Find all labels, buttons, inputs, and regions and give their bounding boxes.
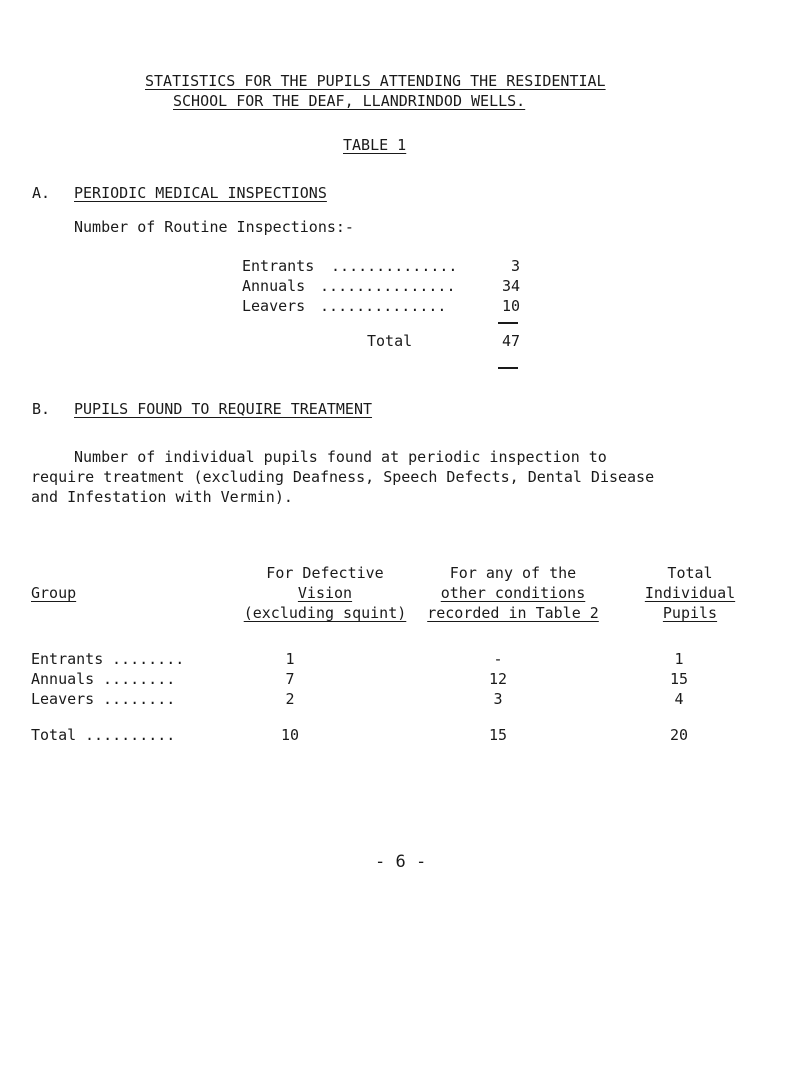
table-total-dots: ..........	[76, 726, 176, 744]
table-row-annuals-vision: 7	[285, 670, 295, 688]
inspection-row-leavers-label: Leavers	[242, 297, 306, 315]
table-row-entrants-other: -	[493, 650, 503, 668]
inspection-row-entrants-value: 3	[510, 257, 520, 275]
section-b-heading: PUPILS FOUND TO REQUIRE TREATMENT	[74, 400, 373, 418]
section-a-intro: Number of Routine Inspections:-	[74, 218, 354, 236]
table-row-annuals-dots: ........	[94, 670, 176, 688]
column-header-total-line-2: Individual	[644, 584, 736, 602]
inspection-row-leavers-dots: ..............	[311, 297, 447, 315]
column-header-vision-line-1: For Defective	[266, 564, 384, 582]
inspection-row-annuals-dots: ...............	[311, 277, 456, 295]
table-row-leavers-group: Leavers	[31, 690, 95, 708]
table-row-annuals-group: Annuals	[31, 670, 95, 688]
section-b-marker: B.	[32, 400, 51, 418]
column-header-total-line-1: Total	[667, 564, 713, 582]
table-row-annuals-total: 15	[669, 670, 689, 688]
inspection-total-value: 47	[501, 332, 520, 350]
inspection-row-entrants-label: Entrants	[242, 257, 315, 275]
column-header-other-line-2: other conditions	[440, 584, 586, 602]
table-total-total: 20	[669, 726, 689, 744]
column-header-vision-line-2: Vision	[297, 584, 353, 602]
table-row-leavers-total: 4	[674, 690, 684, 708]
column-header-other-line-1: For any of the	[449, 564, 577, 582]
section-a-marker: A.	[32, 184, 51, 202]
table-row-leavers-dots: ........	[94, 690, 176, 708]
table-total-group: Total	[31, 726, 77, 744]
table-total-vision: 10	[280, 726, 300, 744]
inspection-row-annuals-value: 34	[501, 277, 520, 295]
table-row-annuals-other: 12	[488, 670, 508, 688]
table-total-other: 15	[488, 726, 508, 744]
inspection-total-label: Total	[367, 332, 413, 350]
table-row-leavers-vision: 2	[285, 690, 295, 708]
section-b-paragraph-line-2: require treatment (excluding Deafness, Speech Defects, Dental Disease	[31, 468, 655, 486]
column-header-total-line-3: Pupils	[662, 604, 718, 622]
section-a-heading: PERIODIC MEDICAL INSPECTIONS	[74, 184, 327, 202]
section-b-paragraph-line-3: and Infestation with Vermin).	[31, 488, 293, 506]
inspection-row-leavers-value: 10	[501, 297, 520, 315]
document-title-line-2: SCHOOL FOR THE DEAF, LLANDRINDOD WELLS.	[173, 92, 526, 110]
column-header-vision-line-3: (excluding squint)	[243, 604, 407, 622]
inspection-total-rule	[498, 367, 518, 369]
column-header-group: Group	[31, 584, 77, 602]
inspection-row-entrants-dots: ..............	[322, 257, 458, 275]
section-b-paragraph-line-1: Number of individual pupils found at periodic inspection to	[74, 448, 607, 466]
table-row-entrants-dots: ........	[103, 650, 185, 668]
table-row-entrants-total: 1	[674, 650, 684, 668]
document-title-line-1: STATISTICS FOR THE PUPILS ATTENDING THE RESIDENTIAL	[145, 72, 606, 90]
column-header-other-line-3: recorded in Table 2	[427, 604, 599, 622]
table-label: TABLE 1	[343, 136, 407, 154]
inspection-sum-rule	[498, 322, 518, 324]
page-number: - 6 -	[375, 852, 427, 872]
inspection-row-annuals-label: Annuals	[242, 277, 306, 295]
table-row-entrants-group: Entrants	[31, 650, 104, 668]
table-row-entrants-vision: 1	[285, 650, 295, 668]
table-row-leavers-other: 3	[493, 690, 503, 708]
